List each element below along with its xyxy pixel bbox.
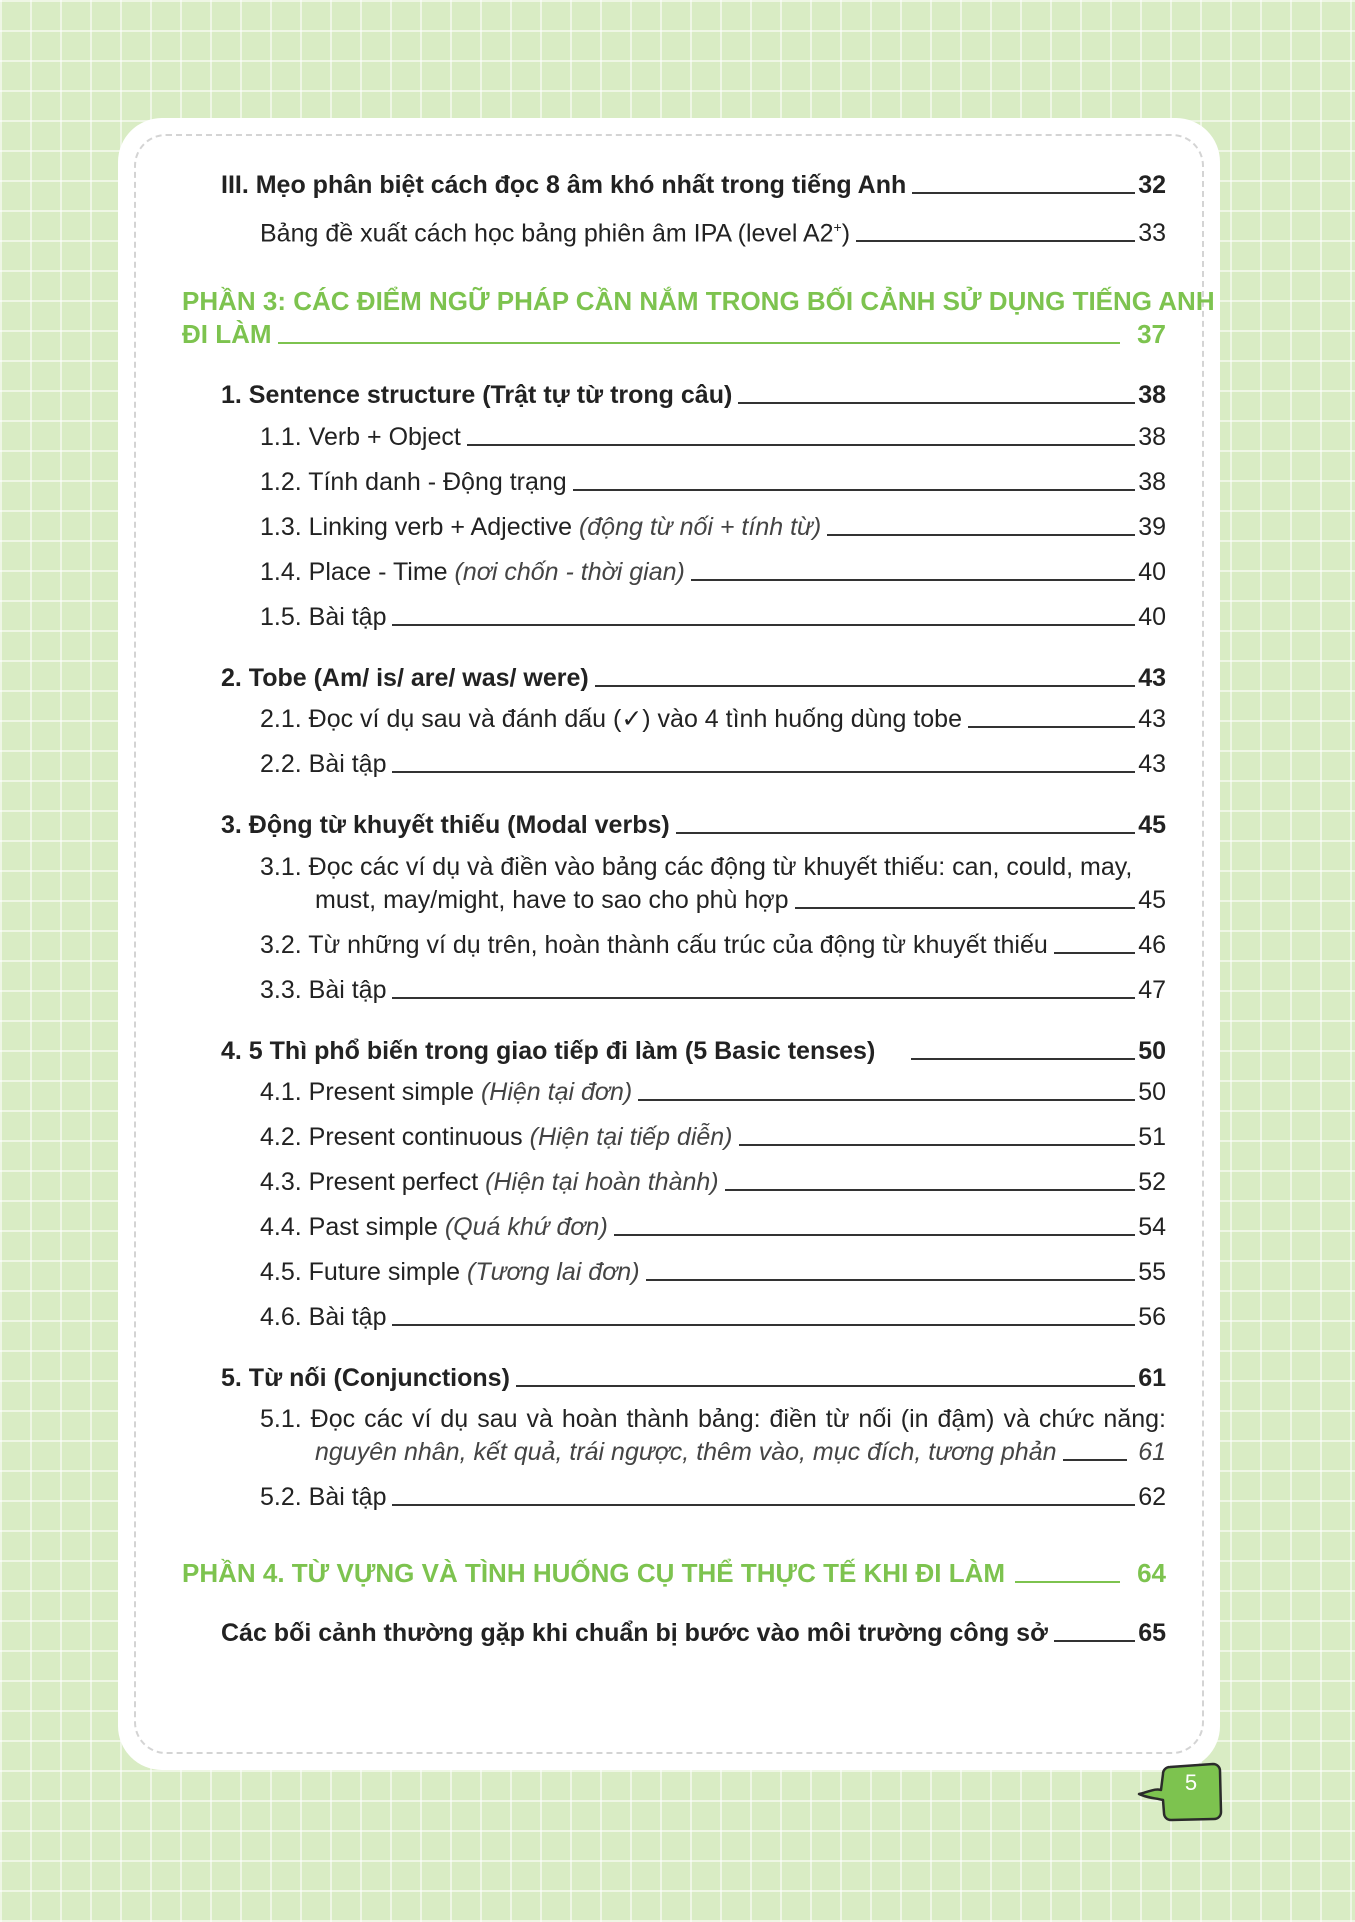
leader-line [738,402,1135,404]
toc-entry-line1[interactable]: 3.1. Đọc các ví dụ và điền vào bảng các động từ khuyết thiếu: can, could, may, [260,853,1133,881]
entry-page: 55 [1138,1258,1166,1286]
entry-title: nguyên nhân, kết quả, trái ngược, thêm vào, mục đích, tương phản [315,1438,1057,1466]
leader-line [614,1234,1135,1236]
toc-entry[interactable] [260,1212,1166,1242]
leader-line [516,1385,1135,1387]
entry-page: 62 [1138,1483,1166,1511]
entry-title-text: 1.3. Linking verb + Adjective [260,513,579,541]
entry-page: 38 [1138,423,1166,451]
section-heading[interactable] [182,319,1166,349]
toc-entry[interactable] [260,704,1166,734]
leader-line [595,685,1135,687]
entry-page: 56 [1138,1303,1166,1331]
entry-title [260,212,850,248]
toc-entry[interactable] [315,885,1166,915]
entry-title-italic: (Hiện tại hoàn thành) [485,1168,719,1196]
toc-entry[interactable] [315,1437,1166,1467]
leader-line [1015,1581,1120,1583]
entry-title [260,1257,640,1287]
entry-page: 52 [1138,1168,1166,1196]
leader-line [1063,1459,1128,1461]
entry-title-italic: (nơi chốn - thời gian) [454,558,685,586]
entry-title-text: 1.4. Place - Time [260,558,455,586]
leader-line [392,1504,1135,1506]
toc-entry[interactable] [221,380,1166,410]
leader-line [739,1144,1136,1146]
entry-title-italic: (động từ nối + tính từ) [578,513,822,541]
leader-line [392,624,1135,626]
entry-page: 33 [1138,219,1166,248]
leader-line [912,192,1135,194]
leader-line [638,1099,1135,1101]
entry-page: 43 [1138,705,1166,733]
leader-line [968,726,1135,728]
entry-page: 46 [1138,931,1166,959]
entry-page: 38 [1138,381,1166,409]
leader-line [856,240,1135,242]
entry-title: 1.5. Bài tập [260,603,387,631]
entry-page: 45 [1138,811,1166,839]
section-heading[interactable] [182,1558,1166,1588]
entry-title-text: 4.1. Present simple [260,1078,481,1106]
section-heading-line1[interactable]: PHẦN 3: CÁC ĐIỂM NGỮ PHÁP CẦN NẮM TRONG BỐI CẢNH SỬ DỤNG TIẾNG ANH [182,286,1215,316]
entry-title: must, may/might, have to sao cho phù hợp [315,886,789,914]
entry-title-text: 4.4. Past simple [260,1213,445,1241]
entry-title: PHẦN 4. TỪ VỰNG VÀ TÌNH HUỐNG CỤ THỂ THỰC TẾ KHI ĐI LÀM [182,1558,1006,1588]
entry-title: 3.3. Bài tập [260,976,387,1004]
entry-title: 3. Động từ khuyết thiếu (Modal verbs) [221,811,670,839]
entry-page: 39 [1138,513,1166,541]
toc-entry[interactable] [260,557,1166,587]
entry-title-text: 4.3. Present perfect [260,1168,486,1196]
entry-page: 51 [1138,1123,1166,1151]
leader-line [392,771,1135,773]
entry-page: 65 [1138,1619,1166,1647]
toc-entry[interactable] [221,810,1166,840]
leader-line [676,832,1135,834]
leader-line [1054,1640,1135,1642]
entry-title-italic: (Tương lai đơn) [467,1258,640,1286]
entry-page: 50 [1138,1078,1166,1106]
toc-entry[interactable] [260,749,1166,779]
entry-page: 64 [1137,1558,1166,1588]
entry-page: 38 [1138,468,1166,496]
entry-title-text: Bảng đề xuất cách học bảng phiên âm IPA (level A2 [260,219,834,248]
entry-page: 32 [1138,171,1166,199]
entry-page: 40 [1138,558,1166,586]
entry-page: 43 [1138,750,1166,778]
entry-title [260,557,685,587]
toc-entry[interactable] [260,467,1166,497]
toc-entry[interactable] [260,212,1166,248]
entry-title-italic: (Quá khứ đơn) [444,1213,608,1241]
leader-line [725,1189,1136,1191]
toc-entry[interactable] [221,663,1166,693]
leader-line [646,1279,1136,1281]
page-number: 5 [1184,1770,1198,1795]
leader-line [467,444,1135,446]
toc-entry[interactable] [260,512,1166,542]
toc-entry[interactable] [221,1036,1166,1066]
toc-entry[interactable] [260,930,1166,960]
leader-line [691,579,1135,581]
entry-page: 61 [1138,1438,1166,1466]
toc-entry[interactable] [260,602,1166,632]
entry-title: 1.2. Tính danh - Động trạng [260,468,567,496]
entry-title: 4. 5 Thì phổ biến trong giao tiếp đi làm (5 Basic tenses) [221,1037,876,1065]
leader-line [278,342,1121,344]
entry-title [260,1212,608,1242]
toc-entry[interactable] [260,422,1166,452]
toc-entry[interactable] [260,1257,1166,1287]
toc-entry[interactable] [260,975,1166,1005]
toc-entry[interactable] [260,1482,1166,1512]
table-of-contents [118,118,1220,1770]
entry-title [260,1167,719,1197]
content-card [118,118,1220,1770]
entry-page: 43 [1138,664,1166,692]
entry-title: 5.2. Bài tập [260,1483,387,1511]
entry-page: 47 [1138,976,1166,1004]
entry-title-end: ) [841,219,851,248]
entry-title: III. Mẹo phân biệt cách đọc 8 âm khó nhất trong tiếng Anh [221,171,907,199]
page-number-tab [1135,1750,1225,1830]
leader-line [827,534,1135,536]
entry-title-text: 4.2. Present continuous [260,1123,530,1151]
leader-line [911,1058,1135,1060]
entry-title: 1. Sentence structure (Trật tự từ trong câu) [221,381,733,409]
entry-title-italic: (Hiện tại tiếp diễn) [529,1123,733,1151]
toc-entry[interactable] [260,1302,1166,1332]
toc-entry[interactable] [260,1167,1166,1197]
toc-entry[interactable] [260,1122,1166,1152]
entry-title [260,1122,733,1152]
entry-title: 2. Tobe (Am/ is/ are/ was/ were) [221,664,589,692]
entry-page: 54 [1138,1213,1166,1241]
entry-title: 2.1. Đọc ví dụ sau và đánh dấu (✓) vào 4 tình huống dùng tobe [260,705,962,733]
entry-title: 5. Từ nối (Conjunctions) [221,1364,510,1392]
toc-entry[interactable] [221,1363,1166,1393]
entry-title: 3.2. Từ những ví dụ trên, hoàn thành cấu trúc của động từ khuyết thiếu [260,931,1048,959]
entry-page: 61 [1138,1364,1166,1392]
entry-title-italic: (Hiện tại đơn) [480,1078,633,1106]
entry-title: 1.1. Verb + Object [260,423,461,451]
toc-entry[interactable] [221,1618,1166,1648]
entry-title: 2.2. Bài tập [260,750,387,778]
entry-title: Các bối cảnh thường gặp khi chuẩn bị bước vào môi trường công sở [221,1619,1048,1647]
superscript: + [833,219,842,235]
entry-page: 50 [1138,1037,1166,1065]
entry-title: ĐI LÀM [182,319,272,349]
toc-entry[interactable] [221,170,1166,200]
toc-entry[interactable] [260,1077,1166,1107]
leader-line [1054,952,1135,954]
entry-title [260,1077,632,1107]
entry-title [260,512,821,542]
entry-title: 4.6. Bài tập [260,1303,387,1331]
toc-entry-line1[interactable]: 5.1. Đọc các ví dụ sau và hoàn thành bảng: điền từ nối (in đậm) và chức năng: [260,1405,1166,1433]
leader-line [392,997,1135,999]
entry-page: 40 [1138,603,1166,631]
leader-line [795,907,1136,909]
leader-line [573,489,1135,491]
entry-title-text: 4.5. Future simple [260,1258,468,1286]
entry-page: 45 [1138,886,1166,914]
leader-line [392,1324,1135,1326]
entry-page: 37 [1137,319,1166,349]
